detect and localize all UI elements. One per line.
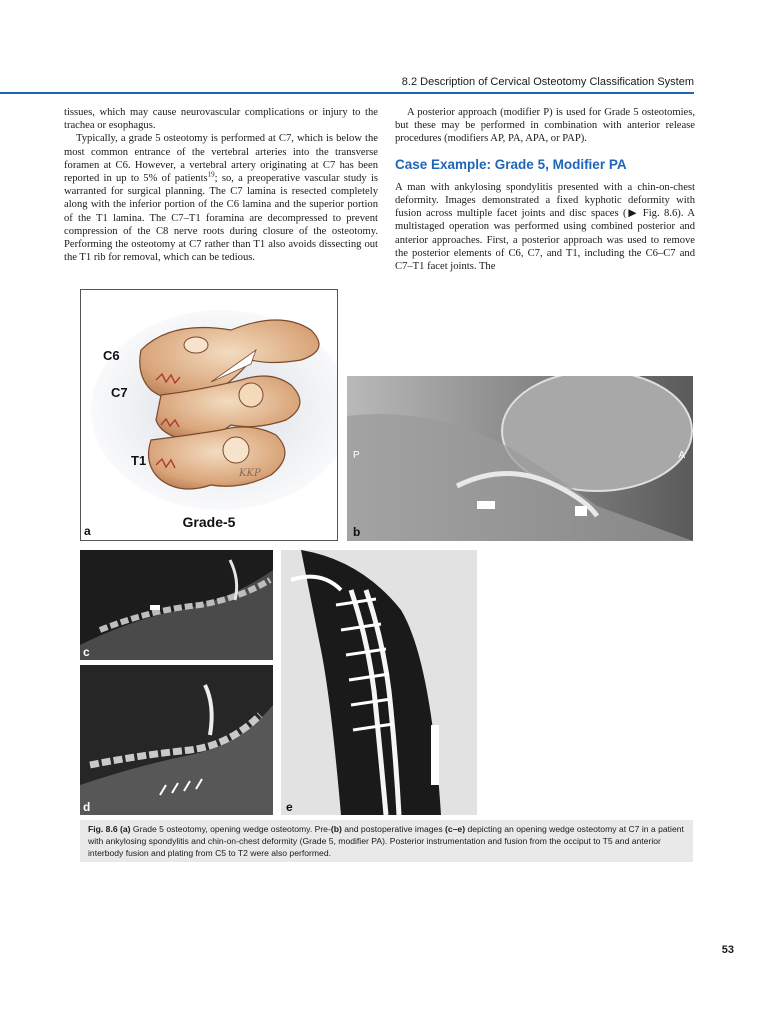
label-c7: C7 — [111, 385, 128, 400]
label-t1: T1 — [131, 453, 147, 468]
caption-text-1: Grade 5 osteotomy, opening wedge osteotomy. Pre- — [130, 824, 331, 834]
figure-panel-b — [347, 376, 693, 541]
ct-sagittal-image-c — [80, 550, 273, 660]
left-paragraph-1: tissues, which may cause neurovascular complications or injury to the trachea or esophagus. — [64, 107, 378, 132]
marker-p: P — [353, 450, 360, 461]
preop-radiograph-image — [347, 376, 693, 541]
figure-panel-e — [281, 550, 477, 815]
panel-letter-a: a — [84, 524, 91, 538]
case-example-heading: Case Example: Grade 5, Modifier PA — [395, 156, 627, 172]
figure-caption — [80, 820, 693, 862]
illustrator-signature: KKP — [239, 468, 261, 479]
header-rule — [0, 92, 694, 94]
panel-letter-c: c — [83, 645, 90, 659]
left-paragraph-2-a: Typically, a grade 5 osteotomy is performed at C7, which is below the most common entrance of the vertebral arteries into the transverse foramen at C6. However, a vertebral artery originating at C7 has been reported in up to 5% of patients — [64, 133, 378, 185]
figure-panel-a — [80, 289, 338, 541]
caption-fig-label: Fig. 8.6 — [88, 824, 118, 834]
right-column — [395, 106, 695, 273]
postop-radiograph-image — [281, 550, 477, 815]
label-c6: C6 — [103, 348, 120, 363]
left-paragraph-2 — [64, 132, 378, 264]
right-paragraph-1: A posterior approach (modifier P) is used for Grade 5 osteotomies, but these may be performed in combination with anterior release procedures (modifiers AP, PA, APA, or PAP). — [395, 107, 695, 145]
caption-part-ce: (c–e) — [445, 824, 466, 834]
caption-part-a: (a) — [120, 824, 131, 834]
figure-panel-d — [80, 665, 273, 815]
panel-letter-d: d — [83, 800, 91, 814]
running-header: 8.2 Description of Cervical Osteotomy Classification System — [401, 76, 694, 88]
ct-sagittal-image-d — [80, 665, 273, 815]
grade-title: Grade-5 — [182, 514, 236, 530]
caption-text-3: depicting an opening wedge osteotomy at C7 in a patient with ankylosing spondylitis and chin-on-chest deformity (Grade 5, modifier PA). Posterior instrumentation and fusion from the occiput to T5 and anterior interbody fusion and plating from C5 to T2 were also performed. — [88, 824, 684, 858]
page-number: 53 — [721, 944, 734, 956]
marker-a: A — [678, 450, 685, 461]
vertebrae-illustration — [81, 290, 337, 540]
caption-part-b: (b) — [330, 824, 342, 834]
left-column — [64, 106, 378, 264]
reference-superscript: 19 — [207, 170, 215, 179]
panel-letter-b: b — [353, 525, 361, 539]
figure-panel-c — [80, 550, 273, 660]
caption-text-2: and postoperative images — [341, 824, 446, 834]
right-paragraph-2: A man with ankylosing spondylitis presented with a chin-on-chest deformity. Images demonstrated a fixed kyphotic deformity with fusion across multiple facet joints and disc spaces (▶ Fig. 8.6). A multistaged operation was performed using combined posterior and anterior approaches. First, a posterior approach was used to remove the posterior elements of C6, C7, and T1, including the C6–C7 and C7–T1 facet joints. The — [395, 181, 695, 273]
panel-letter-e: e — [286, 800, 293, 814]
left-paragraph-2-b: ; so, a preoperative vascular study is warranted for surgical planning. The C7 lamina is resected completely along with the inferior portion of the C6 lamina and the superior portion of the T1 lamina. The C7–T1 foramina are decompressed to prevent compression of the C8 nerve roots during closure of the osteotomy. Performing the osteotomy at C7 rather than T1 also avoids dissecting out the T1 rib for removal, which can be tedious. — [64, 173, 379, 264]
